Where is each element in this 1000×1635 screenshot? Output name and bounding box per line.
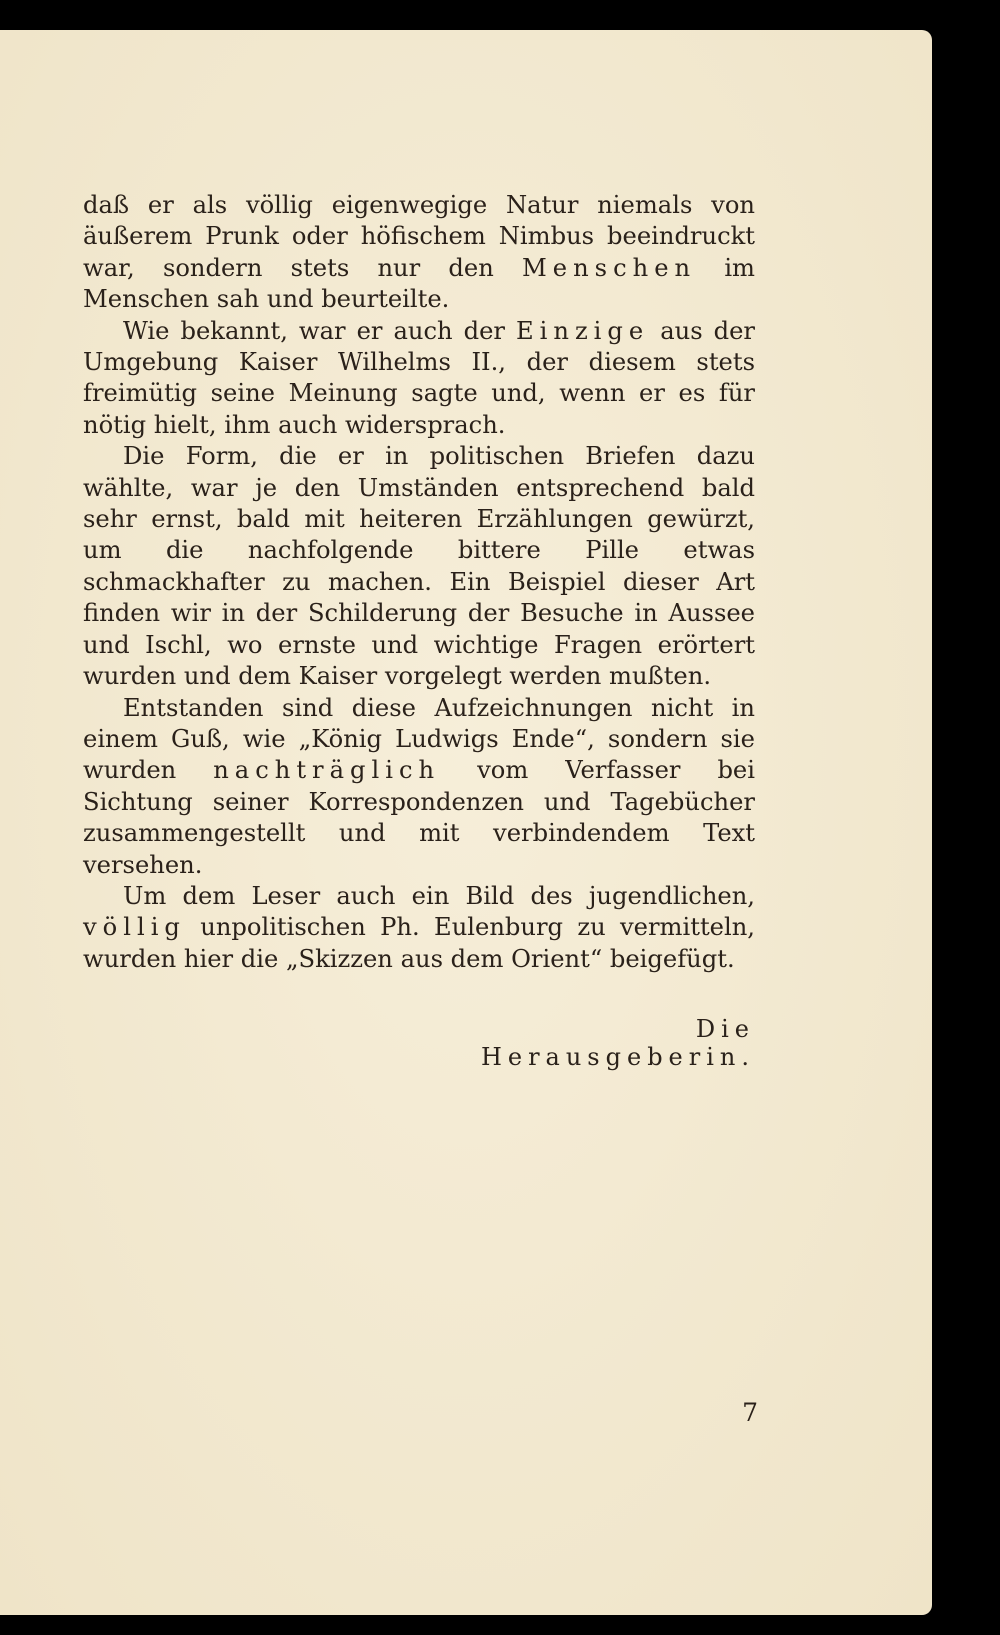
book-page xyxy=(0,30,932,1615)
text-run: Wie bekannt, war er auch der xyxy=(123,316,516,345)
emphasized-word: völlig xyxy=(83,913,186,942)
text-run: aus der Umgebung Kaiser Wilhelms II., der diesem stets freimütig seine Meinung sagte und, wenn er es für nötig hielt, ihm auch widersprach. xyxy=(83,316,755,439)
text-run: Entstanden sind diese Aufzeichnungen nicht in einem Guß, wie „König Ludwigs Ende“, sondern sie wurden xyxy=(83,693,755,785)
paragraph xyxy=(83,881,755,975)
signature: Die Herausgeberin. xyxy=(480,1015,755,1071)
emphasized-word: Menschen xyxy=(522,253,697,282)
text-run: daß er als völlig eigenwegige Natur niemals von äußerem Prunk oder höfischem Nimbus beeindruckt war, sondern stets nur den xyxy=(83,191,755,282)
body-text xyxy=(83,190,755,975)
page-number: 7 xyxy=(742,1398,758,1427)
text-run: unpolitischen Ph. Eulenburg zu vermitteln, wurden hier die „Skizzen aus dem Orient“ beigefügt. xyxy=(83,913,755,973)
paragraph xyxy=(83,441,755,692)
text-run: vom Verfasser bei Sichtung seiner Korrespondenzen und Tagebücher zusammengestellt und mit verbindendem Text versehen. xyxy=(83,756,755,879)
paragraph xyxy=(83,693,755,881)
paragraph xyxy=(83,190,755,316)
emphasized-word: nachträglich xyxy=(213,756,441,785)
text-run: Die Form, die er in politischen Briefen dazu wählte, war je den Umständen entsprechend bald sehr ernst, bald mit heiteren Erzählungen gewürzt, um die nachfolgende bittere Pille etwas schmackhafter zu machen. Ein Beispiel dieser Art finden wir in der Schilderung der Besuche in Aussee und Ischl, wo ernste und wichtige Fragen erörtert wurden und dem Kaiser vorgelegt werden mußten. xyxy=(83,442,755,691)
text-run: im Menschen sah und beurteilte. xyxy=(83,253,755,314)
paragraph xyxy=(83,316,755,442)
text-run: Um dem Leser auch ein Bild des jugendlichen, xyxy=(123,881,755,910)
emphasized-word: Einzige xyxy=(515,316,650,345)
